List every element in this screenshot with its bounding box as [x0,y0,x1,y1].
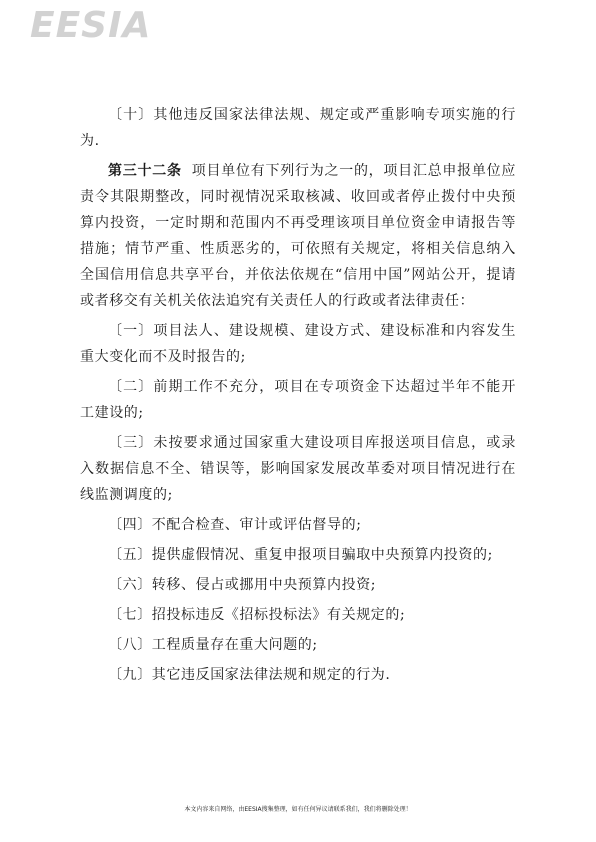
footer-notice: 本文内容来自网络，由EESIA搜集整理，如有任何异议请联系我们，我们将删除处理！ [184,806,412,813]
clause-item-5: 〔五〕提供虚假情况、重复申报项目骗取中央预算内投资的; [108,547,493,563]
article-32-heading: 第三十二条 [108,163,182,179]
document-body [80,102,516,692]
clause-item-7: 〔七〕招投标违反《招标投标法》有关规定的; [108,607,406,623]
eesia-logo: EESIA [30,5,152,46]
clause-item-3: 〔三〕未按要求通过国家重大建设项目库报送项目信息，或录入数据信息不全、错误等，影响国家发展改革委对项目情况进行在线监测调度的; [80,435,516,503]
clause-item-4: 〔四〕不配合检查、审计或评估督导的; [108,517,362,533]
clause-item-1: 〔一〕项目法人、建设规模、建设方式、建设标准和内容发生重大变化而不及时报告的; [80,323,516,365]
clause-item-2: 〔二〕前期工作不充分，项目在专项资金下达超过半年不能开工建设的; [80,379,516,421]
article-32 [80,158,516,314]
clause-item-10: 〔十〕其他违反国家法律法规、规定或严重影响专项实施的行为. [80,107,516,149]
clause-item-9: 〔九〕其它违反国家法律法规和规定的行为. [108,667,391,683]
clause-item-6: 〔六〕转移、侵占或挪用中央预算内投资; [108,577,377,593]
article-32-text: 项目单位有下列行为之一的，项目汇总申报单位应责令其限期整改，同时视情况采取核减、收回或者停止拨付中央预算内投资，一定时期和范围内不再受理该项目单位资金申请报告等措施；情节严重、性质恶劣的，可依照有关规定，将相关信息纳入全国信用信息共享平台，并依法依规在“信用中国”网站公开，提请或者移交有关机关依法追究有关责任人的行政或者法律责任： [80,163,516,309]
clause-item-8: 〔八〕工程质量存在重大问题的; [108,637,318,653]
